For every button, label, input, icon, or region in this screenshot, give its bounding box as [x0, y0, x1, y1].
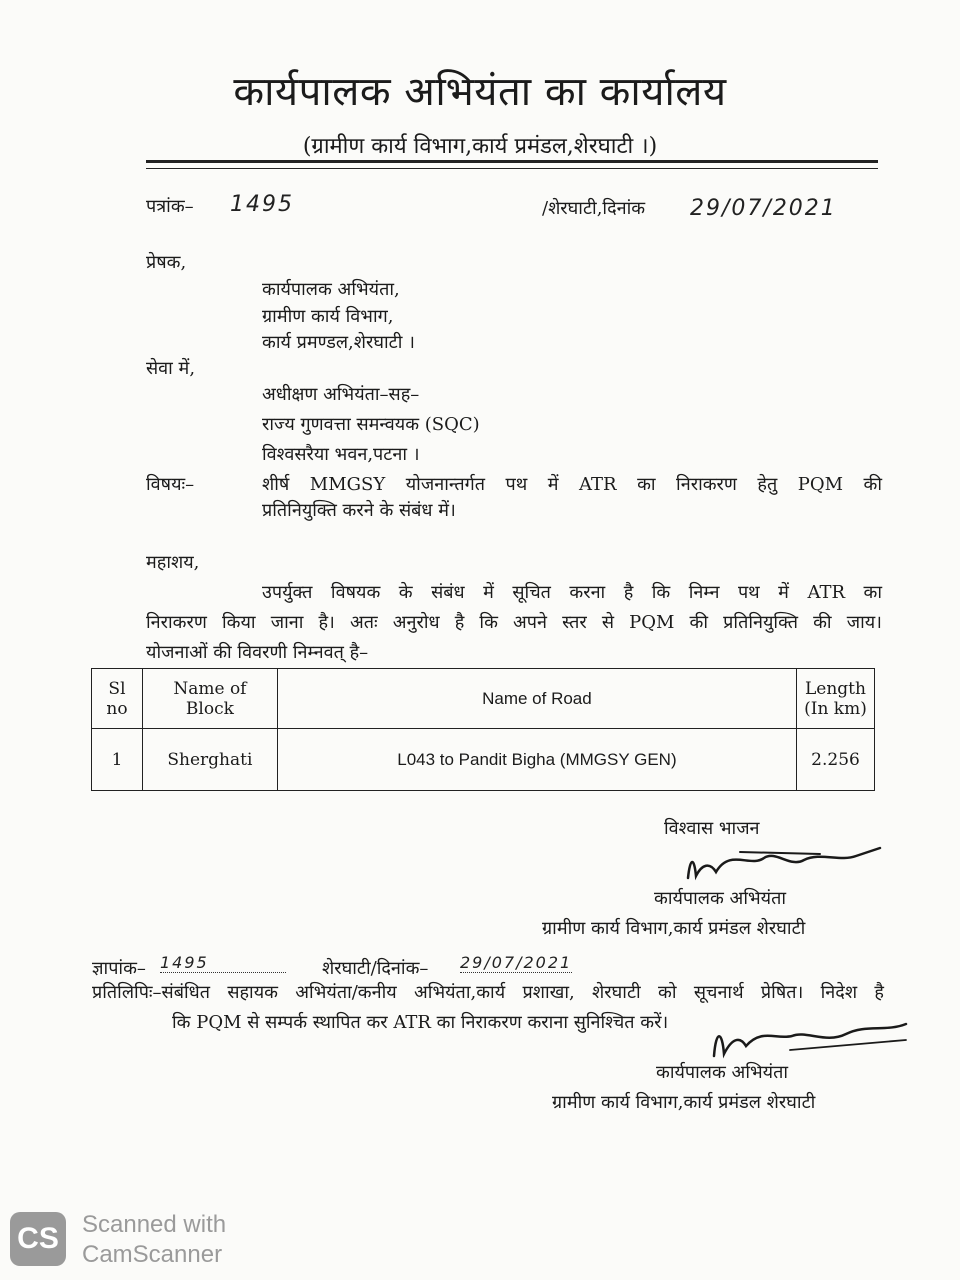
header-sl-no: Sl no	[92, 669, 143, 729]
recipient-line: विश्वसरैया भवन,पटना ।	[262, 444, 420, 465]
pratilipi-line: प्रतिलिपिः–संबंधित सहायक अभियंता/कनीय अभियंता,कार्य प्रशाखा, शेरघाटी को सूचनार्थ प्रेषित। निदेश है	[92, 982, 884, 1003]
salutation: महाशय,	[146, 552, 200, 573]
subject-line: प्रतिनियुक्ति करने के संबंध में।	[262, 500, 456, 521]
sender-line: कार्यपालक अभियंता,	[262, 279, 400, 300]
table-row	[92, 729, 875, 791]
patrank-label: पत्रांक–	[146, 196, 194, 217]
subject-line: शीर्ष MMGSY योजनान्तर्गत पथ में ATR का निराकरण हेतु PQM की	[262, 474, 882, 495]
body-line: उपर्युक्त विषयक के संबंध में सूचित करना है कि निम्न पथ में ATR का	[262, 582, 882, 603]
place-date-label: /शेरघाटी,दिनांक	[542, 198, 646, 219]
cell-block: Sherghati	[142, 729, 277, 791]
copy-place-date-label: शेरघाटी/दिनांक–	[322, 958, 429, 979]
cell-road: L043 to Pandit Bigha (MMGSY GEN)	[277, 729, 796, 791]
camscanner-text-line2: CamScanner	[82, 1241, 223, 1268]
recipient-line: अधीक्षण अभियंता–सह–	[262, 384, 420, 405]
sender-line: कार्य प्रमण्डल,शेरघाटी ।	[262, 332, 415, 353]
signatory-designation: कार्यपालक अभियंता	[654, 888, 786, 909]
header-rule-thick	[146, 160, 878, 163]
body-line: निराकरण किया जाना है। अतः अनुरोध है कि अपने स्तर से PQM की प्रतिनियुक्ति की जाय।	[146, 612, 882, 633]
camscanner-text-line1: Scanned with	[82, 1211, 227, 1238]
pratilipi-line: कि PQM से सम्पर्क स्थापित कर ATR का निराकरण कराना सुनिश्चित करें।	[172, 1012, 669, 1033]
patrank-value: 1495	[230, 192, 294, 217]
copy-date: 29/07/2021	[460, 953, 573, 972]
header-road: Name of Road	[277, 669, 796, 729]
closing: विश्वास भाजन	[664, 818, 760, 839]
signatory-office-2: ग्रामीण कार्य विभाग,कार्य प्रमंडल शेरघाटी	[552, 1092, 816, 1113]
letter-date: 29/07/2021	[690, 196, 837, 221]
gyapank-value: 1495	[160, 953, 286, 973]
table-header-row	[92, 669, 875, 729]
header-length: Length (In km)	[796, 669, 874, 729]
sender-line: ग्रामीण कार्य विभाग,	[262, 306, 394, 327]
camscanner-watermark	[10, 1210, 255, 1268]
signature-scribble	[706, 1010, 916, 1066]
signatory-designation-2: कार्यपालक अभियंता	[656, 1062, 788, 1083]
recipient-label: सेवा में,	[146, 358, 196, 379]
office-title: कार्यपालक अभियंता का कार्यालय	[233, 69, 727, 115]
cell-length: 2.256	[796, 729, 874, 791]
road-table	[91, 668, 875, 791]
gyapank-label: ज्ञापांक–	[92, 958, 146, 979]
subject-label: विषयः–	[146, 474, 195, 495]
header-rule-thin	[146, 168, 878, 169]
office-subtitle: (ग्रामीण कार्य विभाग,कार्य प्रमंडल,शेरघाटी ।)	[302, 134, 658, 159]
camscanner-logo-icon: CS	[10, 1212, 66, 1266]
header-block: Name of Block	[142, 669, 277, 729]
signatory-office: ग्रामीण कार्य विभाग,कार्य प्रमंडल शेरघाटी	[542, 918, 806, 939]
recipient-line: राज्य गुणवत्ता समन्वयक (SQC)	[262, 414, 480, 435]
body-line: योजनाओं की विवरणी निम्नवत् है–	[146, 642, 369, 663]
cell-sl-no: 1	[92, 729, 143, 791]
signature-scribble	[680, 838, 890, 888]
sender-label: प्रेषक,	[146, 252, 187, 273]
